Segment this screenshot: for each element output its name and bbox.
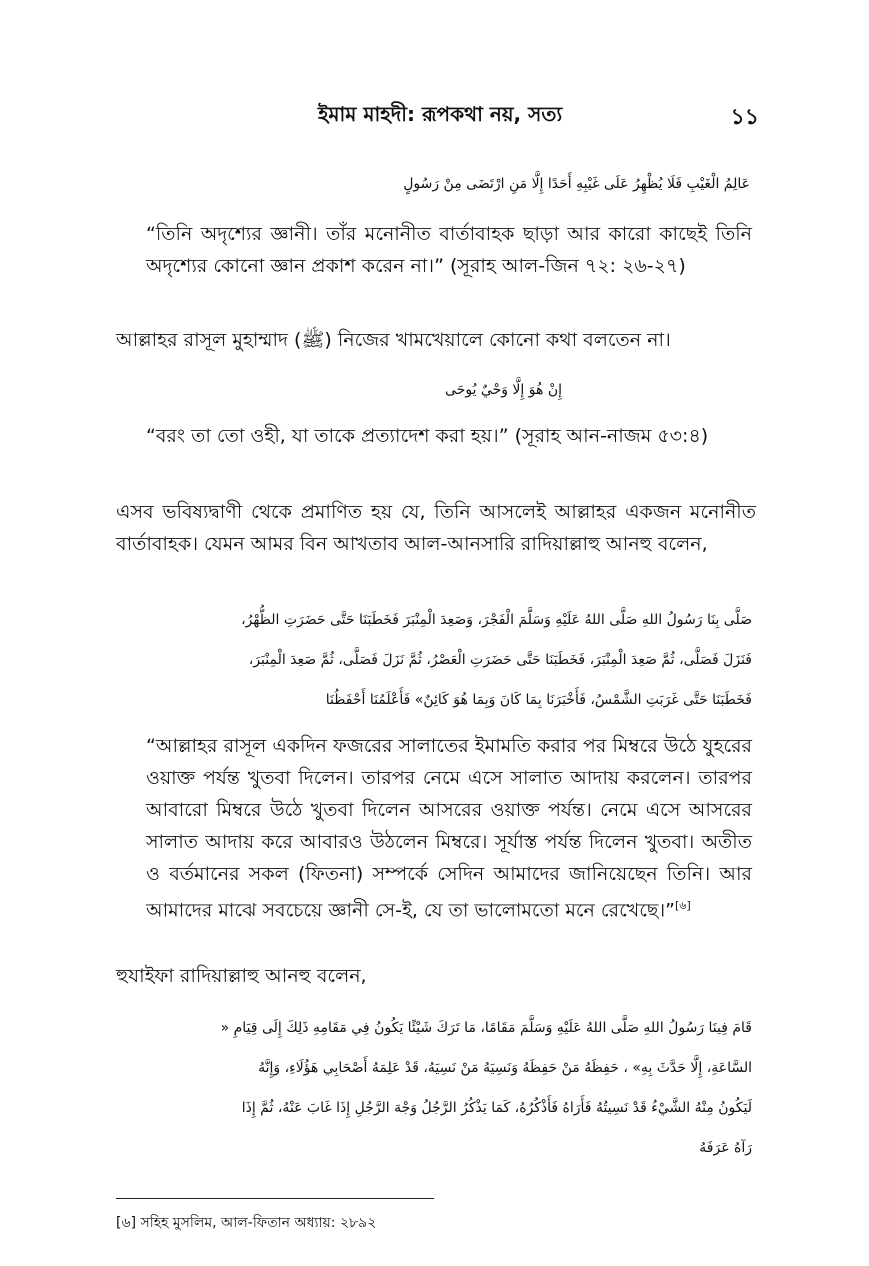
paragraph-1: আল্লাহর রাসূল মুহাম্মাদ (ﷺ) নিজের খামখেয়ালে কোনো কথা বলতেন না। [116, 329, 671, 351]
arabic-line: قَامَ فِينَا رَسُولُ اللهِ صَلَّى اللهُ عَلَيْهِ وَسَلَّمَ مَقَامًا، مَا تَرَكَ شَيْئًا يَكُونُ فِي مَقَامِهِ ذَلِكَ إِلَى قِيَامِ « [220, 1020, 752, 1036]
footnote-divider [116, 1198, 434, 1199]
arabic-line: لَيَكُونُ مِنْهُ الشَّيْءُ قَدْ نَسِيتُهُ فَأَرَاهُ فَأَذْكُرُهُ، كَمَا يَذْكُرُ الرَّجُلُ وَجْهَ الرَّجُلِ إِذَا غَابَ عَنْهُ، ثُمَّ إِذَا [241, 1100, 752, 1116]
arabic-hadith-1 [146, 600, 752, 720]
running-title: ইমাম মাহদী: রূপকথা নয়, সত্য [318, 102, 563, 126]
footnote-ref[interactable]: [৬] [675, 899, 691, 912]
page-number: ১১ [730, 105, 759, 130]
paragraph-3: হুযাইফা রাদিয়াল্লাহু আনহু বলেন, [116, 965, 367, 987]
quote-translation-1: “তিনি অদৃশ্যের জ্ঞানী। তাঁর মনোনীত বার্তাবাহক ছাড়া আর কারো কাছেই তিনি অদৃশ্যের কোনো জ্ঞান প্রকাশ করেন না।” (সূরাহ আল-জিন ৭২: ২৬-২৭) [146, 223, 752, 277]
arabic-line: فَخَطَبَنَا حَتَّى غَرَبَتِ الشَّمْسُ، فَأَخْبَرَنَا بِمَا كَانَ وَبِمَا هُوَ كَائِنٌ» فَأَعْلَمُنَا أَحْفَظُنَا [325, 692, 752, 708]
paragraph-2: এসব ভবিষ্যদ্বাণী থেকে প্রমাণিত হয় যে, তিনি আসলেই আল্লাহর একজন মনোনীত বার্তাবাহক। যেমন আমর বিন আখতাব আল-আনসারি রাদিয়াল্লাহু আনহু বলেন, [116, 501, 756, 555]
footnote: [৬] সহিহ মুসলিম, আল-ফিতান অধ্যায়: ২৮৯২ [116, 1215, 377, 1231]
quote-translation-2: “বরং তা তো ওহী, যা তাকে প্রত্যাদেশ করা হয়।” (সূরাহ আন-নাজম ৫৩:৪) [146, 425, 709, 447]
arabic-line: السَّاعَةِ، إِلَّا حَدَّثَ بِهِ» ، حَفِظَهُ مَنْ حَفِظَهُ وَنَسِيَهُ مَنْ نَسِيَهُ، قَدْ عَلِمَهُ أَصْحَابِي هَؤُلَاءِ، وَإِنَّهُ [258, 1060, 752, 1076]
quote-text: “আল্লাহর রাসূল একদিন ফজরের সালাতের ইমামতি করার পর মিম্বরে উঠে যুহরের ওয়াক্ত পর্যন্ত খুতবা দিলেন। তারপর নেমে এসে সালাত আদায় করলেন। তারপর আবারো মিম্বরে উঠে খুতবা দিলেন আসরের ওয়াক্ত পর্যন্ত। নেমে এসে আসরের সালাত আদায় করে আবারও উঠলেন মিম্বরে। সূর্যাস্ত পর্যন্ত দিলেন খুতবা। অতীত ও বর্তমানের সকল (ফিতনা) সম্পর্কে সেদিন আমাদের জানিয়েছেন তিনি। আর আমাদের মাঝে সবচেয়ে জ্ঞানী সে-ই, যে তা ভালোমতো মনে রেখেছে।” [146, 735, 752, 922]
arabic-hadith-2 [146, 1008, 752, 1168]
arabic-line: صَلَّى بِنَا رَسُولُ اللهِ صَلَّى اللهُ عَلَيْهِ وَسَلَّمَ الْفَجْرَ، وَصَعِدَ الْمِنْبَرَ فَخَطَبَنَا حَتَّى حَضَرَتِ الظُّهْرُ، [241, 612, 752, 628]
arabic-line: رَآهُ عَرَفَهُ [699, 1140, 752, 1156]
arabic-verse-2: إِنْ هُوَ إِلَّا وَحْيٌ يُوحَى [445, 382, 562, 398]
arabic-verse-1: عَالِمُ الْغَيْبِ فَلَا يُظْهِرُ عَلَى غَيْبِهِ أَحَدًا إِلَّا مَنِ ارْتَضَى مِنْ رَسُولٍ [403, 176, 750, 192]
arabic-line: فَنَزَلَ فَصَلَّى، ثُمَّ صَعِدَ الْمِنْبَرَ، فَخَطَبَنَا حَتَّى حَضَرَتِ الْعَصْرُ، ثُمَّ نَزَلَ فَصَلَّى، ثُمَّ صَعِدَ الْمِنْبَرَ، [248, 652, 752, 668]
quote-translation-3 [146, 730, 752, 926]
page-header [0, 100, 869, 136]
